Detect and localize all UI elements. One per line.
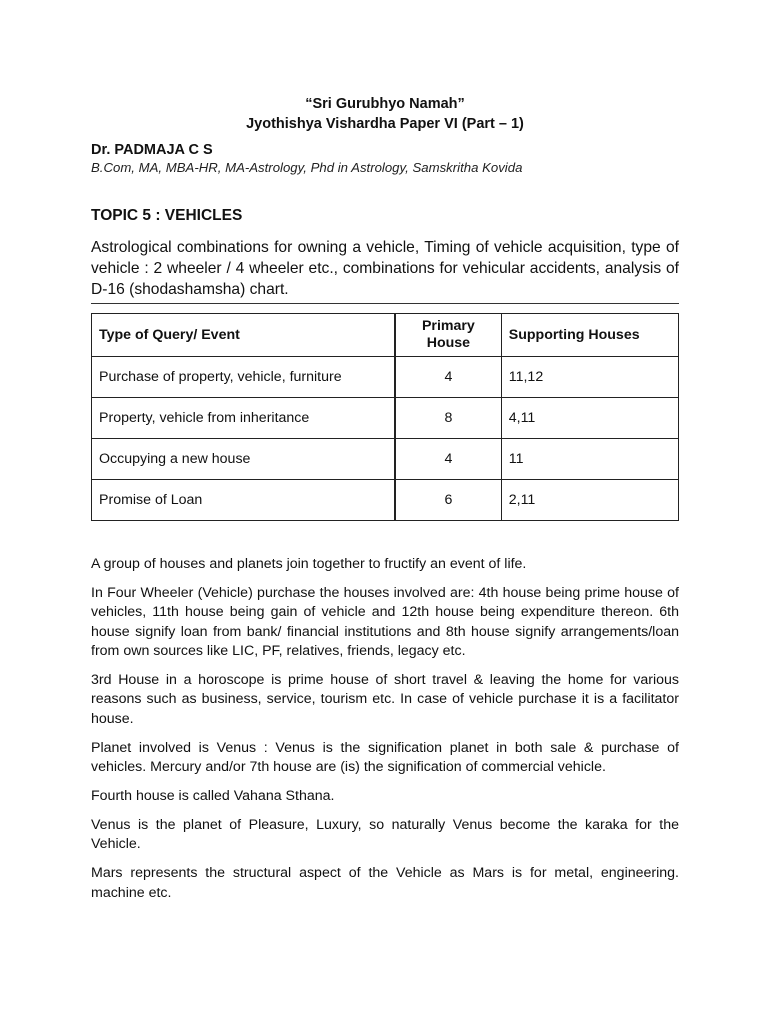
cell-supporting: 4,11 xyxy=(501,398,678,439)
paragraph: Fourth house is called Vahana Sthana. xyxy=(91,788,335,805)
paragraph: In Four Wheeler (Vehicle) purchase the houses involved are: 4th house being prime house of vehicles, 11th house being gain of vehicle and 12th house being expenditure thereon. 6th house signify loan from bank/ financial institutions and 8th house signify arrangements/loan from own sources like LIC, PF, relatives, friends, legacy etc. xyxy=(91,584,679,660)
cell-primary: 4 xyxy=(395,357,501,398)
cell-supporting: 11 xyxy=(501,439,678,480)
header-primary-text: Primary House xyxy=(421,318,475,351)
paragraph: Planet involved is Venus : Venus is the signification planet in both sale & purchase of vehicles. Mercury and/or 7th house are (is) the signification of commercial vehicle. xyxy=(91,739,679,776)
header-type: Type of Query/ Event xyxy=(92,314,396,357)
invocation-line: “Sri Gurubhyo Namah” xyxy=(305,96,465,112)
body-text xyxy=(91,555,679,913)
table-row xyxy=(92,439,679,480)
cell-supporting: 11,12 xyxy=(501,357,678,398)
cell-primary: 4 xyxy=(395,439,501,480)
table-row xyxy=(92,480,679,521)
cell-primary: 6 xyxy=(395,480,501,521)
table-header-row xyxy=(92,314,679,357)
author-name: Dr. PADMAJA C S xyxy=(91,142,213,158)
cell-type: Property, vehicle from inheritance xyxy=(92,398,396,439)
cell-primary: 8 xyxy=(395,398,501,439)
title-block xyxy=(91,94,679,134)
paragraph: A group of houses and planets join together to fructify an event of life. xyxy=(91,556,527,572)
author-qualifications: B.Com, MA, MBA-HR, MA-Astrology, Phd in Astrology, Samskritha Kovida xyxy=(91,160,523,175)
divider xyxy=(91,303,679,304)
cell-type: Purchase of property, vehicle, furniture xyxy=(92,357,396,398)
paragraph: Venus is the planet of Pleasure, Luxury, so naturally Venus become the karaka for the Vehicle. xyxy=(91,816,679,853)
paragraph: Mars represents the structural aspect of the Vehicle as Mars is for metal, engineering. machine etc. xyxy=(91,865,679,901)
header-primary xyxy=(395,314,501,357)
topic-title: TOPIC 5 : VEHICLES xyxy=(91,207,243,224)
cell-supporting: 2,11 xyxy=(501,480,678,521)
cell-type: Occupying a new house xyxy=(92,439,396,480)
paragraph: 3rd House in a horoscope is prime house of short travel & leaving the home for various reasons such as business, service, tourism etc. In case of vehicle purchase it is a facilitator house. xyxy=(91,672,679,727)
query-table xyxy=(91,313,679,521)
header-supporting: Supporting Houses xyxy=(501,314,678,357)
table-row xyxy=(92,357,679,398)
cell-type: Promise of Loan xyxy=(92,480,396,521)
table-row xyxy=(92,398,679,439)
paper-title: Jyothishya Vishardha Paper VI (Part – 1) xyxy=(246,116,524,132)
topic-intro: Astrological combinations for owning a vehicle, Timing of vehicle acquisition, type of vehicle : 2 wheeler / 4 wheeler etc., combinations for vehicular accidents, analysis of D-16 (shodashamsha) chart. xyxy=(91,239,679,298)
